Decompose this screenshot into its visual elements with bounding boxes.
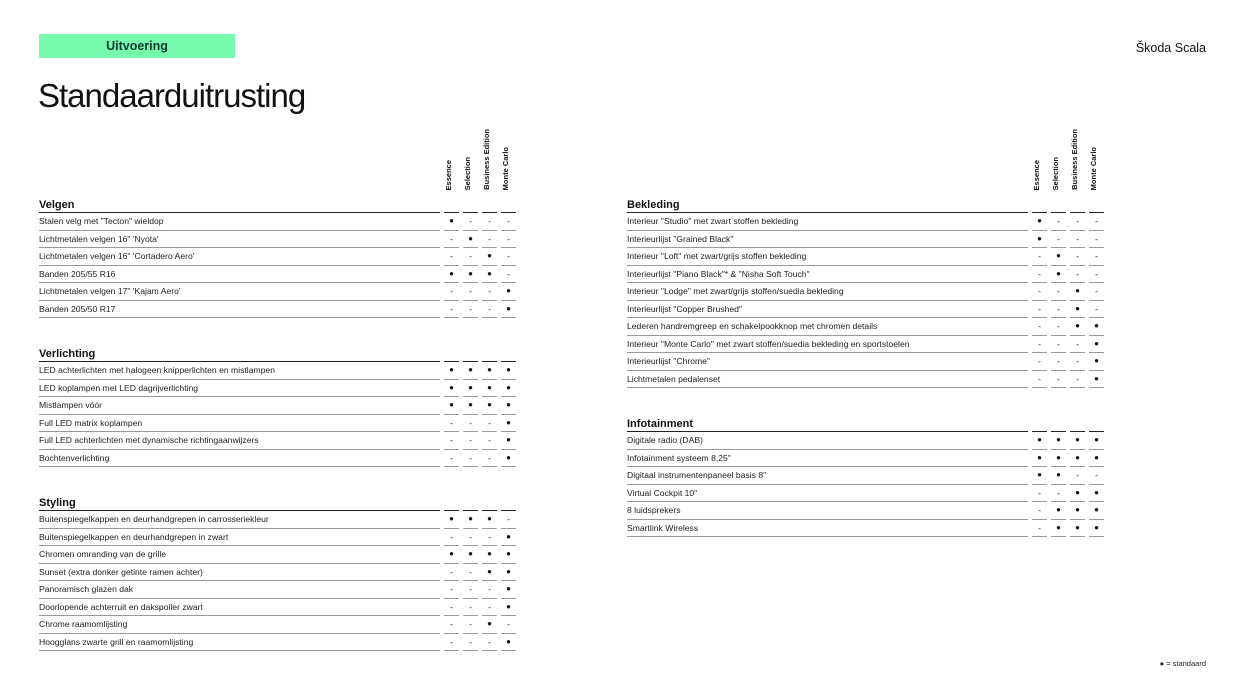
table-row	[39, 231, 516, 249]
feature-label: Panoramisch glazen dak	[39, 581, 440, 599]
standard-dot: ●	[444, 266, 459, 284]
feature-label: Full LED achterlichten met dynamische richtingaanwijzers	[39, 432, 440, 450]
standard-dot: ●	[482, 362, 497, 380]
table-row	[39, 397, 516, 415]
not-available-dash: -	[444, 301, 459, 319]
standard-dot: ●	[444, 213, 459, 231]
table-row	[627, 301, 1104, 319]
not-available-dash: -	[501, 248, 516, 266]
standard-dot: ●	[501, 415, 516, 433]
standard-dot: ●	[1032, 432, 1047, 450]
not-available-dash: -	[1089, 213, 1104, 231]
not-available-dash: -	[1032, 485, 1047, 503]
table-row	[39, 546, 516, 564]
not-available-dash: -	[1032, 266, 1047, 284]
section-header-cell	[463, 490, 478, 511]
not-available-dash: -	[463, 634, 478, 652]
section-header-cell	[1032, 192, 1047, 213]
not-available-dash: -	[1089, 467, 1104, 485]
not-available-dash: -	[463, 415, 478, 433]
standard-dot: ●	[1070, 283, 1085, 301]
table-row	[627, 318, 1104, 336]
feature-label: Chrome raamomlijsting	[39, 616, 440, 634]
standard-dot: ●	[501, 362, 516, 380]
table-row	[39, 581, 516, 599]
not-available-dash: -	[1032, 353, 1047, 371]
standard-dot: ●	[482, 511, 497, 529]
not-available-dash: -	[501, 511, 516, 529]
standard-dot: ●	[482, 546, 497, 564]
version-label: Monte Carlo	[1089, 146, 1098, 190]
not-available-dash: -	[444, 564, 459, 582]
section-header-cell	[501, 341, 516, 362]
standard-dot: ●	[1051, 432, 1066, 450]
standard-dot: ●	[501, 546, 516, 564]
standard-dot: ●	[1089, 371, 1104, 389]
feature-label: Digitaal instrumentenpaneel basis 8"	[627, 467, 1028, 485]
not-available-dash: -	[1051, 336, 1066, 354]
section-velgen	[39, 192, 516, 318]
version-header	[627, 128, 1104, 192]
table-row	[39, 283, 516, 301]
legend	[1160, 659, 1206, 668]
not-available-dash: -	[1051, 301, 1066, 319]
standard-dot: ●	[463, 231, 478, 249]
standard-dot: ●	[1089, 520, 1104, 538]
not-available-dash: -	[1089, 283, 1104, 301]
standard-dot: ●	[463, 511, 478, 529]
section-header	[39, 341, 516, 362]
not-available-dash: -	[501, 616, 516, 634]
feature-label: Doorlopende achterruit en dakspoiler zwart	[39, 599, 440, 617]
not-available-dash: -	[1089, 231, 1104, 249]
not-available-dash: -	[444, 248, 459, 266]
section-header-cell	[1089, 192, 1104, 213]
not-available-dash: -	[444, 450, 459, 468]
feature-label: Lichtmetalen velgen 17" 'Kajam Aero'	[39, 283, 440, 301]
table-row	[39, 248, 516, 266]
table-row	[627, 371, 1104, 389]
section-header-cell	[1051, 411, 1066, 432]
section-header	[39, 490, 516, 511]
section-header-cell	[463, 192, 478, 213]
not-available-dash: -	[463, 283, 478, 301]
standard-dot: ●	[1051, 450, 1066, 468]
not-available-dash: -	[1070, 231, 1085, 249]
standard-dot: ●	[1089, 318, 1104, 336]
standard-dot: ●	[1089, 353, 1104, 371]
standard-dot: ●	[1070, 520, 1085, 538]
standard-dot: ●	[1089, 432, 1104, 450]
feature-label: Smartlink Wireless	[627, 520, 1028, 538]
standard-dot: ●	[1051, 502, 1066, 520]
standard-dot: ●	[1089, 336, 1104, 354]
not-available-dash: -	[482, 529, 497, 547]
table-row	[39, 362, 516, 380]
table-row	[39, 380, 516, 398]
feature-label: LED achterlichten met halogeen knipperlichten en mistlampen	[39, 362, 440, 380]
table-row	[39, 266, 516, 284]
section-header-cell	[1070, 192, 1085, 213]
table-row	[627, 450, 1104, 468]
standard-dot: ●	[1089, 485, 1104, 503]
section-title: Bekleding	[627, 192, 1028, 213]
standard-dot: ●	[482, 380, 497, 398]
feature-label: Lichtmetalen pedalenset	[627, 371, 1028, 389]
not-available-dash: -	[482, 213, 497, 231]
not-available-dash: -	[501, 213, 516, 231]
not-available-dash: -	[463, 248, 478, 266]
version-label: Monte Carlo	[501, 146, 510, 190]
not-available-dash: -	[1032, 371, 1047, 389]
standard-dot: ●	[1032, 467, 1047, 485]
not-available-dash: -	[1070, 371, 1085, 389]
not-available-dash: -	[1051, 371, 1066, 389]
standard-dot: ●	[1051, 520, 1066, 538]
not-available-dash: -	[444, 599, 459, 617]
not-available-dash: -	[1051, 318, 1066, 336]
standard-dot: ●	[1070, 318, 1085, 336]
table-row	[627, 336, 1104, 354]
not-available-dash: -	[1032, 248, 1047, 266]
table-row	[627, 213, 1104, 231]
not-available-dash: -	[444, 415, 459, 433]
not-available-dash: -	[1070, 353, 1085, 371]
standard-dot: ●	[482, 564, 497, 582]
section-header-cell	[1032, 411, 1047, 432]
not-available-dash: -	[1032, 283, 1047, 301]
table-row	[39, 213, 516, 231]
standard-dot: ●	[501, 432, 516, 450]
standard-dot: ●	[444, 511, 459, 529]
section-bekleding	[627, 192, 1104, 388]
standard-dot: ●	[444, 380, 459, 398]
standard-dot: ●	[482, 397, 497, 415]
section-header-cell	[501, 192, 516, 213]
table-row	[627, 485, 1104, 503]
not-available-dash: -	[444, 529, 459, 547]
not-available-dash: -	[1070, 467, 1085, 485]
table-row	[39, 616, 516, 634]
not-available-dash: -	[444, 231, 459, 249]
version-label: Essence	[1032, 159, 1041, 190]
section-header-cell	[482, 490, 497, 511]
standard-dot: ●	[501, 283, 516, 301]
standard-dot: ●	[1070, 301, 1085, 319]
not-available-dash: -	[1032, 520, 1047, 538]
standard-dot: ●	[1032, 450, 1047, 468]
table-row	[627, 520, 1104, 538]
standard-dot: ●	[444, 397, 459, 415]
feature-label: Sunset (extra donker getinte ramen achter)	[39, 564, 440, 582]
not-available-dash: -	[444, 283, 459, 301]
not-available-dash: -	[1051, 353, 1066, 371]
not-available-dash: -	[1051, 283, 1066, 301]
table-row	[39, 529, 516, 547]
section-header	[627, 411, 1104, 432]
not-available-dash: -	[1089, 301, 1104, 319]
standard-dot: ●	[444, 362, 459, 380]
section-header-cell	[463, 341, 478, 362]
standard-dot: ●	[1070, 432, 1085, 450]
not-available-dash: -	[1051, 231, 1066, 249]
not-available-dash: -	[1070, 213, 1085, 231]
section-header	[39, 192, 516, 213]
not-available-dash: -	[1070, 336, 1085, 354]
not-available-dash: -	[1070, 248, 1085, 266]
table-row	[39, 511, 516, 529]
version-label: Selection	[463, 156, 472, 190]
feature-label: Digitale radio (DAB)	[627, 432, 1028, 450]
standard-dot: ●	[1051, 248, 1066, 266]
version-label: Selection	[1051, 156, 1060, 190]
feature-label: Interieurlijst "Grained Black"	[627, 231, 1028, 249]
standard-dot: ●	[1051, 266, 1066, 284]
feature-label: Interieurlijst "Piano Black"* & "Nisha Soft Touch"	[627, 266, 1028, 284]
feature-label: Buitenspiegelkappen en deurhandgrepen in zwart	[39, 529, 440, 547]
feature-label: Banden 205/55 R16	[39, 266, 440, 284]
not-available-dash: -	[444, 616, 459, 634]
not-available-dash: -	[1089, 266, 1104, 284]
section-infotainment	[627, 411, 1104, 537]
standard-dot: ●	[444, 546, 459, 564]
feature-label: Mistlampen vóór	[39, 397, 440, 415]
not-available-dash: -	[482, 599, 497, 617]
feature-label: Lichtmetalen velgen 16" 'Nyota'	[39, 231, 440, 249]
version-header	[39, 128, 516, 192]
not-available-dash: -	[1032, 301, 1047, 319]
not-available-dash: -	[1032, 502, 1047, 520]
version-label: Business Edition	[1070, 129, 1079, 190]
standard-dot: ●	[1032, 231, 1047, 249]
right-column	[627, 128, 1104, 560]
section-header-cell	[482, 341, 497, 362]
standard-dot: ●	[501, 599, 516, 617]
not-available-dash: -	[463, 450, 478, 468]
table-row	[39, 450, 516, 468]
table-row	[627, 248, 1104, 266]
standard-dot: ●	[501, 529, 516, 547]
table-row	[39, 301, 516, 319]
not-available-dash: -	[1089, 248, 1104, 266]
legend-symbol: ●	[1159, 659, 1165, 668]
table-row	[627, 353, 1104, 371]
not-available-dash: -	[463, 213, 478, 231]
standard-dot: ●	[501, 380, 516, 398]
standard-dot: ●	[1089, 502, 1104, 520]
section-verlichting	[39, 341, 516, 467]
table-row	[39, 415, 516, 433]
version-label: Business Edition	[482, 129, 491, 190]
table-row	[627, 231, 1104, 249]
standard-dot: ●	[463, 266, 478, 284]
feature-label: Interieurlijst "Copper Brushed"	[627, 301, 1028, 319]
section-header-cell	[1089, 411, 1104, 432]
not-available-dash: -	[482, 450, 497, 468]
brand-name: Škoda Scala	[1135, 41, 1206, 55]
not-available-dash: -	[444, 432, 459, 450]
standard-dot: ●	[501, 634, 516, 652]
not-available-dash: -	[1032, 336, 1047, 354]
not-available-dash: -	[482, 634, 497, 652]
table-row	[39, 564, 516, 582]
feature-label: Interieur "Monte Carlo" met zwart stoffen/suedia bekleding en sportstoelen	[627, 336, 1028, 354]
not-available-dash: -	[463, 581, 478, 599]
feature-label: Interieurlijst "Chrome"	[627, 353, 1028, 371]
page-title: Standaarduitrusting	[38, 77, 306, 114]
not-available-dash: -	[1070, 266, 1085, 284]
standard-dot: ●	[501, 397, 516, 415]
table-row	[39, 432, 516, 450]
not-available-dash: -	[444, 581, 459, 599]
feature-label: Full LED matrix koplampen	[39, 415, 440, 433]
section-title: Velgen	[39, 192, 440, 213]
standard-dot: ●	[463, 546, 478, 564]
standard-dot: ●	[1089, 450, 1104, 468]
feature-label: Banden 205/50 R17	[39, 301, 440, 319]
section-header-cell	[1070, 411, 1085, 432]
standard-dot: ●	[463, 362, 478, 380]
standard-dot: ●	[1051, 467, 1066, 485]
feature-label: Buitenspiegelkappen en deurhandgrepen in carrosseriekleur	[39, 511, 440, 529]
not-available-dash: -	[1032, 318, 1047, 336]
table-row	[627, 502, 1104, 520]
section-header-cell	[444, 490, 459, 511]
standard-dot: ●	[501, 564, 516, 582]
standard-dot: ●	[1032, 213, 1047, 231]
legend-text: = standaard	[1166, 659, 1206, 668]
standard-dot: ●	[501, 301, 516, 319]
not-available-dash: -	[1051, 213, 1066, 231]
not-available-dash: -	[501, 266, 516, 284]
section-title: Infotainment	[627, 411, 1028, 432]
table-row	[627, 266, 1104, 284]
not-available-dash: -	[463, 599, 478, 617]
standard-dot: ●	[1070, 450, 1085, 468]
not-available-dash: -	[482, 415, 497, 433]
feature-label: Interieur "Lodge" met zwart/grijs stoffen/suedia bekleding	[627, 283, 1028, 301]
standard-dot: ●	[501, 581, 516, 599]
section-header-cell	[1051, 192, 1066, 213]
standard-dot: ●	[501, 450, 516, 468]
standard-dot: ●	[482, 248, 497, 266]
not-available-dash: -	[463, 529, 478, 547]
table-row	[39, 634, 516, 652]
table-row	[627, 432, 1104, 450]
feature-label: Bochtenverlichting	[39, 450, 440, 468]
feature-label: LED koplampen met LED dagrijverlichting	[39, 380, 440, 398]
not-available-dash: -	[463, 301, 478, 319]
table-row	[627, 467, 1104, 485]
feature-label: 8 luidsprekers	[627, 502, 1028, 520]
not-available-dash: -	[482, 581, 497, 599]
standard-dot: ●	[463, 397, 478, 415]
not-available-dash: -	[482, 283, 497, 301]
section-header-cell	[482, 192, 497, 213]
not-available-dash: -	[482, 231, 497, 249]
not-available-dash: -	[482, 432, 497, 450]
feature-label: Lichtmetalen velgen 16" 'Cortadero Aero'	[39, 248, 440, 266]
standard-dot: ●	[463, 380, 478, 398]
section-header-cell	[501, 490, 516, 511]
section-header	[627, 192, 1104, 213]
not-available-dash: -	[1051, 485, 1066, 503]
table-row	[39, 599, 516, 617]
not-available-dash: -	[463, 564, 478, 582]
feature-label: Lederen handremgreep en schakelpookknop met chromen details	[627, 318, 1028, 336]
feature-label: Virtual Cockpit 10"	[627, 485, 1028, 503]
standard-dot: ●	[1070, 485, 1085, 503]
section-styling	[39, 490, 516, 651]
feature-label: Stalen velg met "Tecton" wieldop	[39, 213, 440, 231]
table-row	[627, 283, 1104, 301]
not-available-dash: -	[501, 231, 516, 249]
standard-dot: ●	[1070, 502, 1085, 520]
section-badge: Uitvoering	[39, 34, 235, 58]
feature-label: Interieur "Loft" met zwart/grijs stoffen bekleding	[627, 248, 1028, 266]
feature-label: Interieur "Studio" met zwart stoffen bekleding	[627, 213, 1028, 231]
feature-label: Infotainment systeem 8,25"	[627, 450, 1028, 468]
section-header-cell	[444, 341, 459, 362]
standard-dot: ●	[482, 616, 497, 634]
section-header-cell	[444, 192, 459, 213]
not-available-dash: -	[463, 616, 478, 634]
feature-label: Hoogglans zwarte grill en raamomlijsting	[39, 634, 440, 652]
not-available-dash: -	[463, 432, 478, 450]
feature-label: Chromen omranding van de grille	[39, 546, 440, 564]
standard-dot: ●	[482, 266, 497, 284]
version-label: Essence	[444, 159, 453, 190]
not-available-dash: -	[482, 301, 497, 319]
section-title: Verlichting	[39, 341, 440, 362]
section-title: Styling	[39, 490, 440, 511]
not-available-dash: -	[444, 634, 459, 652]
left-column	[39, 128, 516, 674]
